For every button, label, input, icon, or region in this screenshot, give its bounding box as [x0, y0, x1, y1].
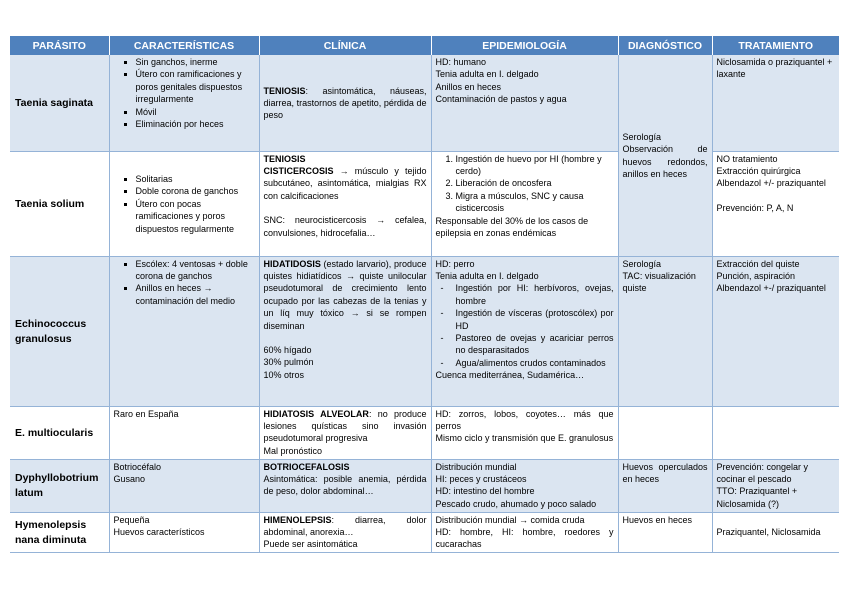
characteristics-cell [109, 459, 259, 512]
epi-line: HD: zorros, lobos, coyotes… más que perros [435, 408, 614, 431]
clinical-cell [259, 512, 431, 552]
table-row [10, 55, 839, 151]
list-item: ▪ Útero con ramificaciones y poros genitales dispuestos irregularmente [136, 68, 255, 105]
parasite-name: Dyphyllobotrium latum [10, 459, 109, 512]
treatment-line: Prevención: congelar y cocinar el pescado [716, 461, 809, 484]
list-item: ▪ Eliminación por heces [136, 118, 255, 130]
treatment-line: Extracción quirúrgica [716, 165, 801, 176]
parasite-name: Hymenolepsis nana diminuta [10, 512, 109, 552]
treatment-line: Punción, aspiración [716, 270, 796, 281]
characteristics-cell [109, 406, 259, 459]
treatment-line: Albendazol +/- praziquantel [716, 178, 826, 189]
characteristic-line: Botriocéfalo [113, 461, 162, 472]
clinical-text: Mal pronóstico [263, 445, 323, 456]
diagnosis-cell [618, 512, 712, 552]
list-item: ▪ Útero con pocas ramificaciones y poros dispuestos regularmente [136, 198, 255, 235]
diagnosis-cell [618, 55, 712, 256]
clinical-cell [259, 55, 431, 151]
list-item: - Ingestión de vísceras (protoscólex) por HD [456, 307, 614, 332]
list-item: - Pastoreo de ovejas y acariciar perros no desparasitados [456, 332, 614, 357]
epi-line: Cuenca mediterránea, Sudamérica… [435, 370, 585, 381]
list-item: ▪ Doble corona de ganchos [136, 185, 255, 197]
epi-line: Contaminación de pastos y agua [435, 94, 567, 105]
parasites-table [10, 36, 839, 553]
epi-line: Mismo ciclo y transmisión que E. granulosus [435, 433, 614, 444]
header-epidemiologia: EPIDEMIOLOGÍA [431, 36, 618, 55]
header-diagnostico: DIAGNÓSTICO [618, 36, 712, 55]
header-clinica: CLÍNICA [259, 36, 431, 55]
epi-line: HD: perro [435, 258, 475, 269]
diagnosis-line: Serología [622, 131, 662, 142]
disease-title: TENIOSIS [263, 153, 306, 164]
header-caracteristicas: CARACTERÍSTICAS [109, 36, 259, 55]
clinical-text: SNC: neurocisticercosis → cefalea, convulsiones, hidrocefalia… [263, 215, 427, 238]
clinical-stat: 30% pulmón [263, 357, 314, 368]
epidemiology-cell [431, 512, 618, 552]
epidemiology-cell [431, 406, 618, 459]
diagnosis-line: Huevos en heces [622, 514, 693, 525]
diagnosis-line: Huevos operculados en heces [622, 461, 708, 484]
treatment-cell [712, 459, 839, 512]
clinical-text: Puede ser asintomática [263, 539, 358, 550]
treatment-cell [712, 406, 839, 459]
treatment-line: Extracción del quiste [716, 258, 800, 269]
epidemiology-cell [431, 55, 618, 151]
disease-title: TENIOSIS [263, 85, 306, 96]
parasites-table-sheet [10, 36, 839, 553]
table-row [10, 151, 839, 256]
list-item: - Agua/alimentos crudos contaminados [456, 357, 614, 369]
treatment-line: Niclosamida o praziquantel + laxante [716, 57, 833, 80]
list-item: - Ingestión por HI: herbívoros, ovejas, hombre [456, 282, 614, 307]
clinical-cell [259, 406, 431, 459]
clinical-text: : asintomática, náuseas, diarrea, trastornos de apetito, pérdida de peso [263, 85, 427, 121]
treatment-line: TTO: Praziquantel + Niclosamida (?) [716, 486, 798, 509]
clinical-stat: 10% otros [263, 369, 305, 380]
clinical-cell [259, 459, 431, 512]
characteristics-cell [109, 55, 259, 151]
characteristics-cell [109, 512, 259, 552]
list-item: ▪ Sin ganchos, inerme [136, 56, 255, 68]
table-row [10, 406, 839, 459]
parasite-name: E. multiocularis [10, 406, 109, 459]
epidemiology-cell [431, 151, 618, 256]
epi-line: HI: peces y crustáceos [435, 473, 527, 484]
epi-line: Tenia adulta en I. delgado [435, 69, 539, 80]
disease-title: HIMENOLEPSIS [263, 514, 332, 525]
epi-line: Responsable del 30% de los casos de epilepsia en zonas endémicas [435, 215, 589, 238]
list-item: ▪ Anillos en heces → contaminación del medio [136, 282, 255, 307]
characteristics-cell [109, 256, 259, 406]
list-item: ▪ Escólex: 4 ventosas + doble corona de ganchos [136, 258, 255, 283]
epi-line: Anillos en heces [435, 81, 502, 92]
treatment-line: NO tratamiento [716, 153, 778, 164]
epi-line: HD: humano [435, 57, 487, 67]
epi-line: Distribución mundial → comida cruda [435, 514, 585, 525]
disease-title: BOTRIOCEFALOSIS [263, 461, 350, 472]
diagnosis-cell [618, 459, 712, 512]
treatment-cell [712, 512, 839, 552]
disease-title: HIDATIDOSIS [263, 258, 321, 269]
treatment-line: Praziquantel, Niclosamida [716, 527, 821, 538]
parasite-name: Echinococcus granulosus [10, 256, 109, 406]
header-parasito: PARÁSITO [10, 36, 109, 55]
epi-line: Tenia adulta en I. delgado [435, 270, 539, 281]
diagnosis-cell [618, 256, 712, 406]
clinical-text: : no produce lesiones quísticas sino invasión pseudotumoral progresiva [263, 408, 427, 444]
table-row [10, 459, 839, 512]
characteristic-line: Raro en España [113, 408, 179, 419]
list-item: ▪ Móvil [136, 106, 255, 118]
list-item: 3. Migra a músculos, SNC y causa cisticercosis [456, 190, 614, 215]
epidemiology-cell [431, 256, 618, 406]
header-row [10, 36, 839, 55]
diagnosis-line: Serología [622, 258, 662, 269]
epi-line: Distribución mundial [435, 461, 517, 472]
diagnosis-cell [618, 406, 712, 459]
characteristic-line: Pequeña [113, 514, 150, 525]
treatment-line: Prevención: P, A, N [716, 202, 794, 213]
clinical-stat: 60% hígado [263, 344, 312, 355]
clinical-cell [259, 256, 431, 406]
clinical-text: → músculo y tejido subcutáneo, asintomática, mialgias RX con calcificaciones [263, 165, 427, 201]
parasite-name: Taenia saginata [10, 55, 109, 151]
characteristic-line: Gusano [113, 473, 146, 484]
parasite-name: Taenia solium [10, 151, 109, 256]
characteristic-line: Huevos característicos [113, 526, 205, 537]
disease-title: CISTICERCOSIS [263, 165, 334, 176]
characteristics-cell [109, 151, 259, 256]
disease-title: HIDIATOSIS ALVEOLAR [263, 408, 369, 419]
table-row [10, 512, 839, 552]
treatment-cell [712, 256, 839, 406]
diagnosis-line: Observación de huevos redondos, anillos en heces [622, 144, 708, 180]
clinical-cell [259, 151, 431, 256]
diagnosis-line: TAC: visualización quiste [622, 270, 696, 294]
treatment-line: Albendazol +-/ praziquantel [716, 283, 826, 294]
list-item: 2. Liberación de oncosfera [456, 177, 614, 189]
list-item: 1. Ingestión de huevo por HI (hombre y cerdo) [456, 153, 614, 178]
clinical-text: (estado larvario), produce quistes hidiatídicos → quiste unilocular pseudotumoral de crecimiento lento ocupado por las cabezas de la tenias y un líq muy tóxico → si se rompen diseminan [263, 258, 427, 331]
list-item: ▪ Solitarias [136, 173, 255, 185]
epi-line: Pescado crudo, ahumado y poco salado [435, 498, 597, 509]
treatment-cell [712, 55, 839, 151]
header-tratamiento: TRATAMIENTO [712, 36, 839, 55]
clinical-text: : diarrea, dolor abdominal, anorexia… [263, 514, 427, 537]
table-row [10, 256, 839, 406]
treatment-cell [712, 151, 839, 256]
clinical-text: Asintomática: posible anemia, pérdida de peso, dolor abdominal… [263, 473, 427, 497]
epi-line: HD: intestino del hombre [435, 486, 535, 497]
epidemiology-cell [431, 459, 618, 512]
epi-line: HD: hombre, HI: hombre, roedores y cucarachas [435, 526, 614, 550]
